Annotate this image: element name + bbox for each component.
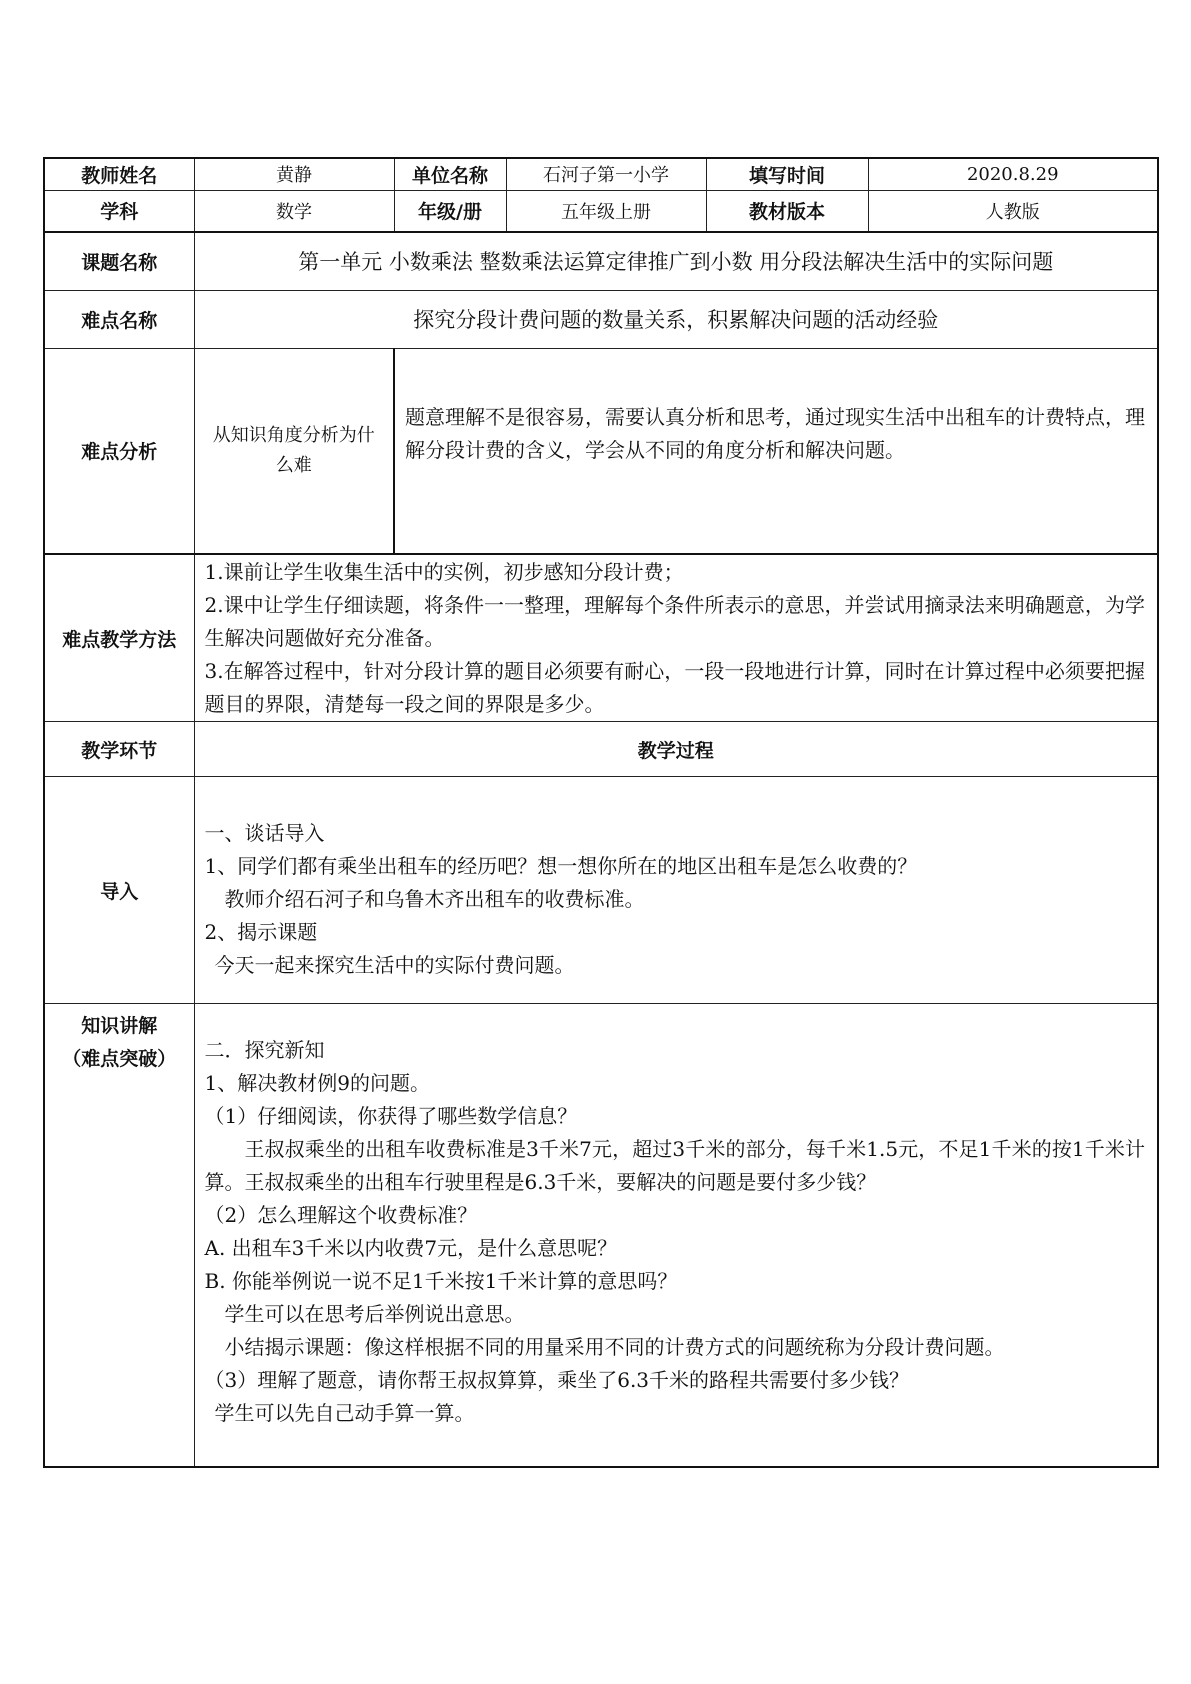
knowledge-line-11: 学生可以先自己动手算一算。 [214,1401,475,1425]
teacher-name-value: 黄静 [194,158,394,190]
knowledge-line-7: B. 你能举例说一说不足1千米按1千米计算的意思吗？ [204,1269,678,1293]
subject-value: 数学 [194,190,394,232]
unit-name-value: 石河子第一小学 [506,158,706,190]
subject-label: 学科 [44,190,194,232]
header-row-1 [44,158,1158,190]
knowledge-line-3: （1）仔细阅读，你获得了哪些数学信息？ [204,1104,578,1128]
analysis-sub-label: 从知识角度分析为什么难 [212,424,375,476]
knowledge-line-1: 二．探究新知 [204,1038,325,1062]
knowledge-line-6: A. 出租车3千米以内收费7元，是什么意思呢？ [204,1236,618,1260]
intro-line-5: 今天一起来探究生活中的实际付费问题。 [214,953,575,977]
knowledge-label-line-1: 知识讲解 [81,1015,158,1037]
intro-text-cell [194,777,1158,1004]
method-label: 难点教学方法 [44,554,194,722]
grade-value: 五年级上册 [506,190,706,232]
difficulty-value: 探究分段计费问题的数量关系，积累解决问题的活动经验 [194,290,1158,348]
process-title: 教学过程 [194,722,1158,777]
knowledge-text-cell [194,1004,1158,1467]
intro-line-1: 一、谈话导入 [204,821,325,845]
process-stage-label: 教学环节 [44,722,194,777]
topic-row [44,232,1158,290]
method-line-3: 3.在解答过程中，针对分段计算的题目必须要有耐心，一段一段地进行计算，同时在计算过程中必须要把握题目的界限，清楚每一段之间的界限是多少。 [204,659,1145,716]
intro-label: 导入 [44,777,194,1004]
topic-value: 第一单元 小数乘法 整数乘法运算定律推广到小数 用分段法解决生活中的实际问题 [194,232,1158,290]
analysis-label: 难点分析 [44,348,194,554]
knowledge-line-9: 小结揭示课题：像这样根据不同的用量采用不同的计费方式的问题统称为分段计费问题。 [224,1335,1005,1359]
knowledge-line-2: 1、解决教材例9的问题。 [204,1071,430,1095]
grade-label: 年级/册 [394,190,506,232]
analysis-text: 题意理解不是很容易，需要认真分析和思考，通过现实生活中出租车的计费特点，理解分段计费的含义，学会从不同的角度分析和解决问题。 [405,404,1145,462]
intro-line-2: 1、同学们都有乘坐出租车的经历吧？想一想你所在的地区出租车是怎么收费的？ [204,854,918,878]
teacher-name-label: 教师姓名 [44,158,194,190]
analysis-text-cell [394,348,1158,554]
unit-name-label: 单位名称 [394,158,506,190]
difficulty-label: 难点名称 [44,290,194,348]
knowledge-line-10: （3）理解了题意，请你帮王叔叔算算，乘坐了6.3千米的路程共需要付多少钱？ [204,1368,910,1392]
knowledge-line-8: 学生可以在思考后举例说出意思。 [224,1302,525,1326]
knowledge-row [44,1004,1158,1467]
knowledge-line-5: （2）怎么理解这个收费标准？ [204,1203,478,1227]
fill-time-label: 填写时间 [706,158,868,190]
method-line-1: 1.课前让学生收集生活中的实例，初步感知分段计费； [204,560,684,584]
lesson-plan-sheet [43,157,1157,1468]
method-line-2: 2.课中让学生仔细读题，将条件一一整理，理解每个条件所表示的意思，并尝试用摘录法来明确题意，为学生解决问题做好充分准备。 [204,593,1145,650]
edition-label: 教材版本 [706,190,868,232]
intro-line-4: 2、揭示课题 [204,920,318,944]
method-text [195,555,1158,721]
analysis-row [44,348,1158,554]
knowledge-line-4: 王叔叔乘坐的出租车收费标准是3千米7元，超过3千米的部分，每千米1.5元，不足1千米的按1千米计算。王叔叔乘坐的出租车行驶里程是6.3千米，要解决的问题是要付多少钱？ [204,1137,1145,1194]
knowledge-label-line-2: （难点突破） [62,1048,177,1070]
fill-time-value: 2020.8.29 [868,158,1158,190]
process-header-row [44,722,1158,777]
analysis-sub-cell [194,348,394,554]
edition-value: 人教版 [868,190,1158,232]
lesson-plan-table [43,157,1159,1468]
difficulty-row [44,290,1158,348]
header-row-2 [44,190,1158,232]
topic-label: 课题名称 [44,232,194,290]
intro-line-3: 教师介绍石河子和乌鲁木齐出租车的收费标准。 [224,887,645,911]
method-text-cell [194,554,1158,722]
intro-text [195,777,1158,982]
intro-row [44,777,1158,1004]
method-row [44,554,1158,722]
knowledge-text [195,1004,1158,1430]
knowledge-label-cell [44,1004,194,1467]
